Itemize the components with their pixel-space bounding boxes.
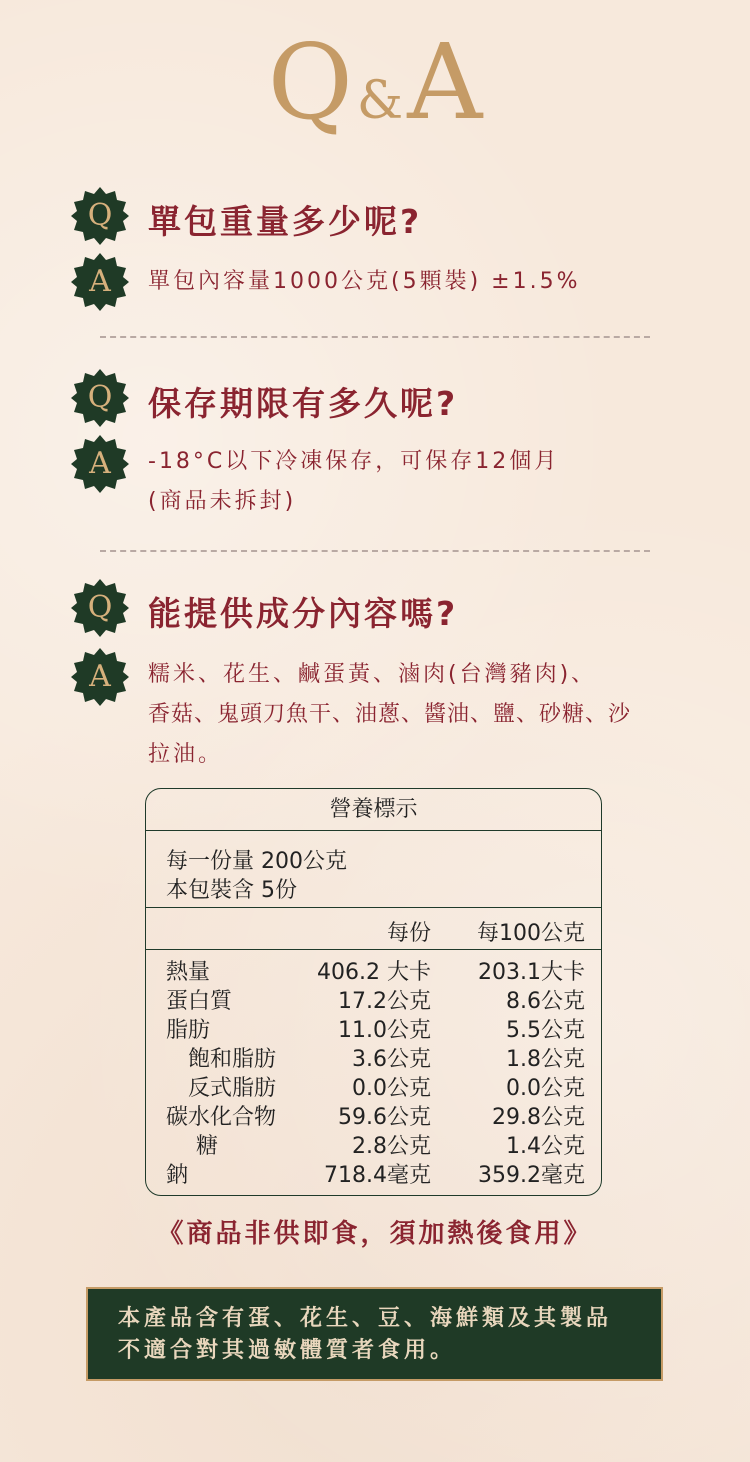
title-a: A: [407, 21, 483, 143]
column-headers: [146, 908, 601, 950]
question-3: 能提供成分內容嗎?: [148, 594, 459, 633]
servings-per-package: 本包裝含 5份: [166, 878, 297, 903]
answer-2-line-2: (商品未拆封): [148, 489, 297, 514]
serving-info: [146, 831, 601, 908]
heating-notice: 《商品非供即食，須加熱後食用》: [157, 1219, 593, 1249]
allergy-warning: [86, 1287, 663, 1381]
question-1: 單包重量多少呢?: [148, 202, 423, 241]
answer-3-line-2: 香菇、鬼頭刀魚干、油蔥、醬油、鹽、砂糖、沙: [148, 702, 632, 727]
page-title: [0, 21, 750, 143]
answer-badge-icon: A: [70, 252, 130, 312]
table-row: 反式脂肪 0.0公克 0.0公克: [188, 1076, 585, 1101]
table-row: 碳水化合物 59.6公克 29.8公克: [166, 1105, 585, 1130]
table-row: 蛋白質 17.2公克 8.6公克: [166, 989, 585, 1014]
answer-2-line-1: -18°C以下冷凍保存，可保存12個月: [148, 449, 560, 474]
question-badge-icon: Q: [70, 368, 130, 428]
answer-badge-icon: A: [70, 434, 130, 494]
nutrition-facts-table: [145, 788, 602, 1196]
question-2: 保存期限有多久呢?: [148, 384, 459, 423]
nutrition-rows: [146, 950, 601, 1190]
title-q: Q: [267, 21, 353, 143]
table-row: 糖 2.8公克 1.4公克: [196, 1134, 585, 1159]
title-ampersand: &: [356, 71, 404, 131]
nutrition-header: 營養標示: [146, 789, 601, 831]
col-per-serving: 每份: [386, 921, 431, 946]
answer-1-line-1: 單包內容量1000公克(5顆裝) ±1.5%: [148, 269, 581, 294]
table-row: 熱量 406.2 大卡 203.1大卡: [166, 960, 585, 985]
divider: [100, 336, 650, 338]
divider: [100, 550, 650, 552]
answer-3-line-3: 拉油。: [148, 742, 224, 767]
answer-badge-icon: A: [70, 647, 130, 707]
table-row: 飽和脂肪 3.6公克 1.8公克: [188, 1047, 585, 1072]
allergy-line-2: 不適合對其過敏體質者食用。: [118, 1338, 457, 1363]
question-badge-icon: Q: [70, 578, 130, 638]
col-per-100g: 每100公克: [477, 921, 585, 946]
question-badge-icon: Q: [70, 186, 130, 246]
serving-size: 每一份量 200公克: [166, 849, 347, 874]
table-row: 脂肪 11.0公克 5.5公克: [166, 1018, 585, 1043]
answer-3-line-1: 糯米、花生、鹹蛋黃、滷肉(台灣豬肉)、: [148, 662, 597, 687]
allergy-line-1: 本產品含有蛋、花生、豆、海鮮類及其製品: [118, 1306, 613, 1331]
table-row: 鈉 718.4毫克 359.2毫克: [166, 1163, 585, 1188]
